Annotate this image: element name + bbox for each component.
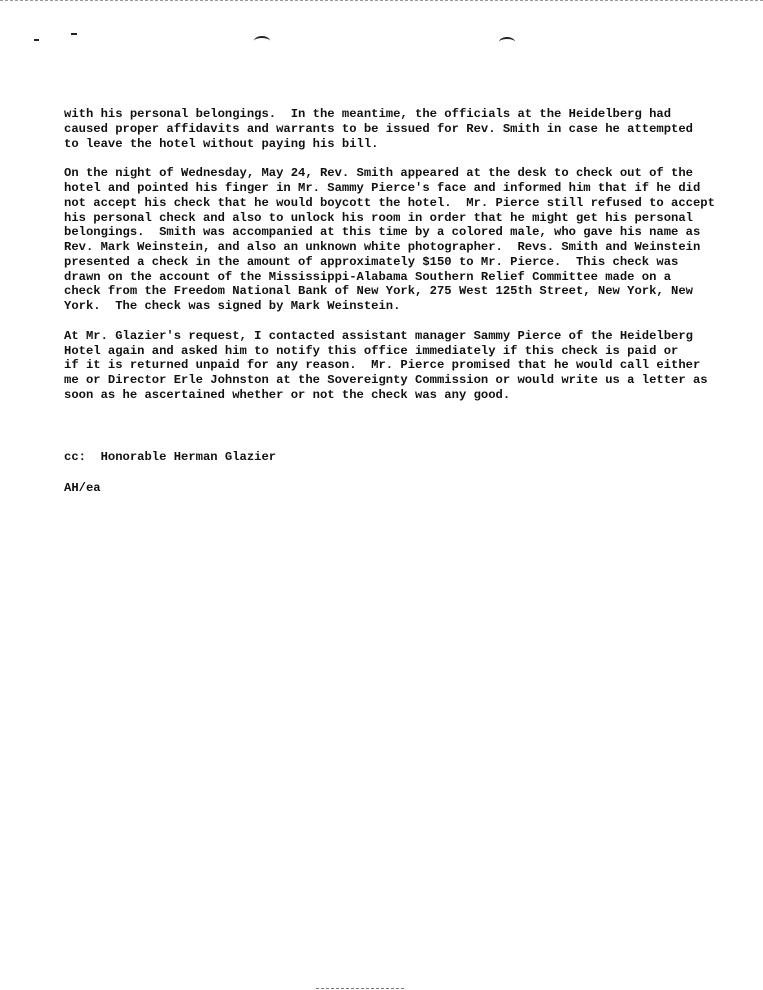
text-line: Rev. Mark Weinstein, and also an unknown white photographer. Revs. Smith and Weinstein [64,240,701,254]
text-line: belongings. Smith was accompanied at this time by a colored male, who gave his name as [64,225,701,240]
text-line: York. The check was signed by Mark Weinstein. [64,299,401,313]
text-line: me or Director Erle Johnston at the Sovereignty Commission or would write us a letter as [64,373,708,387]
text-line: Hotel again and asked him to notify this office immediately if this check is paid or [64,343,679,358]
text-line: not accept his check that he would boycott the hotel. Mr. Pierce still refused to accept [64,195,715,210]
scan-mark-arc-1 [254,36,270,46]
text-line: check from the Freedom National Bank of New York, 275 West 125th Street, New York, New [64,284,693,299]
text-line: soon as he ascertained whether or not the check was any good. [64,387,511,402]
text-line: hotel and pointed his finger in Mr. Sammy Pierce's face and informed him that if he did [64,181,701,195]
text-line: On the night of Wednesday, May 24, Rev. Smith appeared at the desk to check out of the [64,166,693,181]
carbon-copy-line: cc: Honorable Herman Glazier [64,450,277,464]
text-line: drawn on the account of the Mississippi-Alabama Southern Relief Committee made on a [64,269,672,284]
text-line: At Mr. Glazier's request, I contacted assistant manager Sammy Pierce of the Heidelberg [64,328,693,343]
text-line: caused proper affidavits and warrants to be issued for Rev. Smith in case he attempted [64,121,693,136]
scan-mark-arc-2 [499,37,515,47]
text-line: with his personal belongings. In the meantime, the officials at the Heidelberg had [64,107,672,121]
paragraph-3 [64,329,744,403]
page-bottom-mark [316,988,404,989]
letter-body [64,107,744,418]
paragraph-2 [64,166,744,314]
text-line: to leave the hotel without paying his bill. [64,136,379,151]
scan-mark-left-2 [71,33,77,35]
typist-initials: AH/ea [64,481,101,495]
paragraph-1 [64,107,744,151]
text-line: if it is returned unpaid for any reason. Mr. Pierce promised that he would call either [64,358,701,373]
page-top-border [0,0,763,1]
text-line: his personal check and also to unlock his room in order that he might get his personal [64,210,693,225]
text-line: presented a check in the amount of approximately $150 to Mr. Pierce. This check was [64,254,679,269]
scan-mark-left [34,39,39,41]
